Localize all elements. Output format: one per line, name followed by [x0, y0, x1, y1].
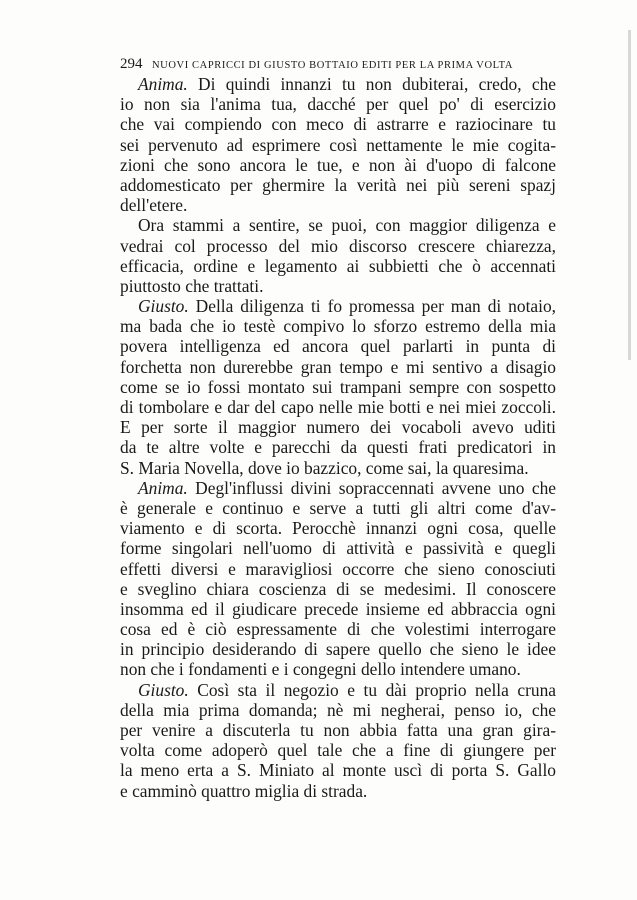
line-text: in principio desiderando di sapere quello che sieno le idee: [120, 639, 556, 660]
speaker-label: Anima.: [138, 477, 188, 498]
line-text: viamento e di scorta. Perocchè innanzi ogni cosa, quelle: [120, 518, 556, 539]
line-text: zioni che sono ancora le tue, e non ài d'uopo di falcone: [120, 154, 556, 175]
line-text: cosa ed è ciò espressamente di che volestimi interrogare: [120, 619, 556, 640]
text-line: [120, 175, 556, 195]
line-text: Così sta il negozio e tu dài proprio nella cruna: [188, 679, 556, 700]
text-line: [120, 336, 556, 356]
text-line: [120, 498, 556, 518]
line-text: povera intelligenza ed ancora quel parlarti in punta di: [120, 336, 556, 357]
line-text: come se io fossi montato sui trampani sempre con sospetto: [120, 376, 556, 397]
line-text: forme singolari nell'uomo di attività e passività e quegli: [120, 538, 556, 559]
text-line: [120, 720, 556, 740]
line-text: e camminò quattro miglia di strada.: [120, 780, 368, 801]
text-line: [120, 256, 556, 276]
text-line: [120, 296, 556, 316]
line-text: è generale e continuo e serve a tutti gli altri come d'av-: [120, 497, 556, 518]
text-line: [120, 599, 556, 619]
line-text: sei pervenuto ad esprimere così nettamente le mie cogita-: [120, 134, 556, 155]
line-text: la meno erta a S. Miniato al monte uscì di porta S. Gallo: [120, 760, 556, 781]
speaker-label: Giusto.: [138, 679, 189, 700]
line-text: S. Maria Novella, dove io bazzico, come sai, la quaresima.: [120, 457, 529, 478]
line-text: dell'etere.: [120, 195, 188, 216]
text-line: [120, 135, 556, 155]
line-text: efficacia, ordine e legamento ai subbietti che ò accennati: [120, 255, 556, 276]
text-line: [120, 195, 556, 215]
line-text: di tombolare e dar del capo nelle mie botti e nei miei zoccoli.: [120, 397, 556, 417]
text-line: [120, 276, 556, 296]
line-text: effetti diversi e maravigliosi occorre che sieno conosciuti: [120, 558, 556, 579]
line-text: Della diligenza ti fo promessa per man di notaio,: [188, 296, 556, 317]
text-line: [120, 155, 556, 175]
text-line: [120, 437, 556, 457]
text-line: [120, 639, 556, 659]
text-line: [120, 659, 556, 679]
running-header: [120, 56, 556, 73]
text-line: [120, 114, 556, 134]
text-line: [120, 740, 556, 760]
line-text: piuttosto che trattati.: [120, 275, 264, 296]
text-line: [120, 538, 556, 558]
line-text: forchetta non durerebbe gran tempo e mi sentivo a disagio: [120, 356, 556, 377]
line-text: non che i fondamenti e i congegni dello intendere umano.: [120, 659, 521, 680]
text-line: [120, 781, 556, 801]
line-text: Degl'influssi divini sopraccennati avvene uno che: [187, 477, 556, 498]
line-text: addomesticato per ghermire la verità nei più sereni spazj: [120, 174, 556, 195]
line-text: io non sia l'anima tua, dacché per quel po' di esercizio: [120, 94, 556, 115]
text-line: [120, 619, 556, 639]
text-line: [120, 215, 556, 235]
text-line: [120, 680, 556, 700]
page-number: 294: [120, 56, 143, 72]
text-line: [120, 357, 556, 377]
text-line: [120, 316, 556, 336]
text-line: [120, 397, 556, 417]
page-edge-shadow: [628, 30, 631, 360]
line-text: Ora stammi a sentire, se puoi, con maggior diligenza e: [138, 215, 556, 236]
line-text: vedrai col processo del mio discorso crescere chiarezza,: [120, 235, 556, 256]
text-line: [120, 458, 556, 478]
line-text: che vai compiendo con meco di astrarre e raziocinare tu: [120, 114, 556, 135]
body-text: [120, 74, 556, 801]
text-line: [120, 377, 556, 397]
speaker-label: Anima.: [138, 74, 188, 94]
line-text: Di quindi innanzi tu non dubiterai, credo, che: [187, 74, 556, 94]
line-text: della mia prima domanda; nè mi negherai, penso io, che: [120, 699, 556, 720]
text-line: [120, 700, 556, 720]
line-text: ma bada che io testè compivo lo sforzo estremo della mia: [120, 316, 556, 337]
text-line: [120, 760, 556, 780]
line-text: volta come adoperò quel tale che a fine di giungere per: [120, 740, 556, 761]
line-text: da te altre volte e parecchi da questi frati predicatori in: [120, 437, 556, 458]
text-line: [120, 518, 556, 538]
text-line: [120, 94, 556, 114]
text-line: [120, 579, 556, 599]
text-line: [120, 74, 556, 94]
running-title: NUOVI CAPRICCI DI GIUSTO BOTTAIO EDITI PER LA PRIMA VOLTA: [151, 60, 514, 71]
text-line: [120, 236, 556, 256]
text-line: [120, 478, 556, 498]
line-text: per venire a discuterla tu non abbia fatta una gran gira-: [120, 720, 556, 740]
line-text: E per sorte il maggior numero dei vocaboli avevo uditi: [120, 417, 556, 438]
line-text: e sveglino chiara coscienza di se medesimi. Il conoscere: [120, 578, 556, 599]
text-line: [120, 417, 556, 437]
text-line: [120, 559, 556, 579]
line-text: insomma ed il giudicare precede insieme ed abbraccia ogni: [120, 598, 556, 619]
speaker-label: Giusto.: [138, 296, 189, 317]
